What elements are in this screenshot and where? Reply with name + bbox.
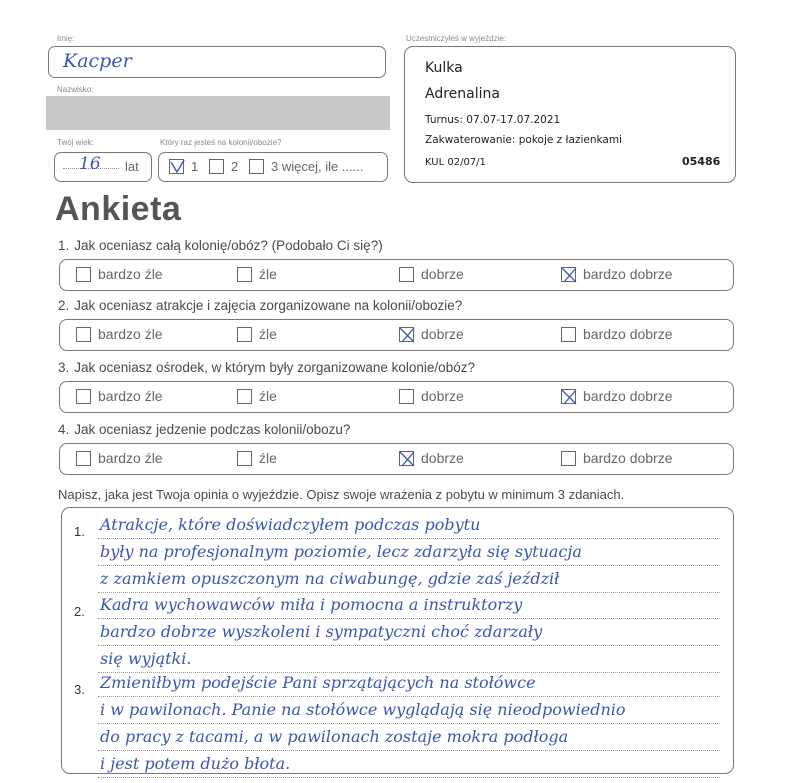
writing-line: [98, 618, 720, 619]
checkbox[interactable]: [237, 451, 252, 466]
trip-box: [404, 46, 736, 183]
rating-option-label: dobrze: [421, 326, 464, 342]
survey-title: Ankieta: [55, 190, 182, 228]
rating-option-label: bardzo źle: [98, 450, 163, 466]
rating-option[interactable]: [399, 326, 464, 342]
rating-option-label: źle: [259, 266, 277, 282]
trip-number: 05486: [682, 155, 721, 168]
writing-line: [98, 565, 720, 566]
trip-zakwaterowanie: Zakwaterowanie: pokoje z łazienkami: [425, 134, 622, 146]
checkbox[interactable]: [237, 389, 252, 404]
rating-option-label: dobrze: [421, 388, 464, 404]
handwritten-answer-line: się wyjątki.: [100, 649, 192, 668]
checkbox[interactable]: [169, 159, 184, 174]
handwritten-answer-line: były na profesjonalnym poziomie, lecz zdarzyła się sytuacja: [100, 542, 582, 561]
checkbox[interactable]: [399, 389, 414, 404]
rating-row: [59, 381, 734, 413]
times-field: [158, 152, 388, 182]
rating-option[interactable]: [76, 326, 163, 342]
checkbox[interactable]: [399, 267, 414, 282]
rating-row: [59, 259, 734, 291]
rating-option-label: dobrze: [421, 450, 464, 466]
checkbox[interactable]: [76, 451, 91, 466]
question-label: Jak oceniasz atrakcje i zajęcia zorganizowane na kolonii/obozie?: [74, 298, 463, 313]
opinion-prompt: Napisz, jaka jest Twoja opinia o wyjeździe. Opisz swoje wrażenia z pobytu w minimum 3 zdaniach.: [58, 487, 625, 502]
checkbox[interactable]: [249, 159, 264, 174]
name-label: Imię:: [57, 34, 75, 43]
question-number: 3.: [58, 360, 70, 375]
checkbox[interactable]: [561, 451, 576, 466]
checkbox[interactable]: [209, 159, 224, 174]
trip-turnus: Turnus: 07.07-17.07.2021: [425, 114, 561, 126]
handwritten-answer-line: bardzo dobrze wyszkoleni i sympatyczni choć zdarzały: [100, 622, 543, 641]
rating-option[interactable]: [561, 388, 673, 404]
rating-option[interactable]: [561, 326, 673, 342]
surname-redaction: [46, 96, 390, 130]
handwritten-answer-line: do pracy z tacami, a w pawilonach zostaje mokra podłoga: [100, 727, 569, 746]
age-label: Twój wiek:: [57, 138, 94, 147]
question-number: 4.: [58, 422, 70, 437]
writing-line: [98, 777, 720, 778]
rating-option[interactable]: [561, 266, 673, 282]
checkbox[interactable]: [237, 267, 252, 282]
age-value: 16: [79, 154, 101, 174]
rating-row: [59, 319, 734, 351]
rating-option[interactable]: [237, 266, 277, 282]
check-mark-icon: [559, 387, 579, 407]
age-field[interactable]: [54, 152, 152, 182]
question-number: 1.: [58, 238, 70, 253]
question-label: Jak oceniasz ośrodek, w którym były zorganizowane kolonie/obóz?: [74, 360, 475, 375]
rating-option[interactable]: [237, 450, 277, 466]
times-label: Który raz jesteś na kolonii/obozie?: [160, 138, 282, 147]
rating-option[interactable]: [76, 266, 163, 282]
question-text: [58, 238, 383, 253]
question-number: 2.: [58, 298, 70, 313]
checkbox[interactable]: [561, 389, 576, 404]
rating-option-label: bardzo źle: [98, 326, 163, 342]
rating-option-label: źle: [259, 326, 277, 342]
trip-code: KUL 02/07/1: [425, 157, 486, 168]
question-label: Jak oceniasz całą kolonię/obóz? (Podobało Ci się?): [74, 238, 383, 253]
checkbox[interactable]: [76, 267, 91, 282]
rating-option-label: bardzo źle: [98, 388, 163, 404]
age-unit: lat: [125, 159, 139, 174]
rating-option[interactable]: [399, 388, 464, 404]
surname-label: Nazwisko:: [57, 85, 94, 94]
checkbox[interactable]: [561, 327, 576, 342]
rating-option-label: źle: [259, 388, 277, 404]
checkbox[interactable]: [76, 327, 91, 342]
rating-option-label: dobrze: [421, 266, 464, 282]
checkbox[interactable]: [561, 267, 576, 282]
times-option-label: 2: [231, 159, 239, 174]
question-text: [58, 298, 462, 313]
times-option-label: 3 więcej, ile ......: [271, 159, 364, 174]
check-mark-icon: [397, 449, 417, 469]
writing-line: [98, 696, 720, 697]
check-mark-icon: [559, 265, 579, 285]
rating-option[interactable]: [76, 388, 163, 404]
checkbox[interactable]: [237, 327, 252, 342]
rating-option[interactable]: [76, 450, 163, 466]
checkbox[interactable]: [399, 451, 414, 466]
rating-option[interactable]: [561, 450, 673, 466]
writing-line: [98, 538, 720, 539]
rating-option-label: bardzo źle: [98, 266, 163, 282]
checkbox[interactable]: [399, 327, 414, 342]
writing-line: [98, 750, 720, 751]
answer-number: 1.: [74, 524, 85, 539]
rating-option[interactable]: [237, 388, 277, 404]
times-option-2[interactable]: [209, 159, 238, 174]
answer-number: 2.: [74, 604, 85, 619]
question-text: [58, 360, 475, 375]
name-field[interactable]: [48, 46, 386, 78]
times-option-1[interactable]: [169, 159, 198, 174]
rating-option-label: źle: [259, 450, 277, 466]
trip-label: Uczestniczyłeś w wyjeździe:: [406, 34, 507, 43]
rating-option[interactable]: [399, 266, 464, 282]
rating-row: [59, 443, 734, 475]
writing-line: [98, 723, 720, 724]
handwritten-answer-line: Zmieniłbym podejście Pani sprzątających na stołówce: [100, 673, 536, 692]
check-mark-icon: [167, 157, 187, 177]
rating-option-label: bardzo dobrze: [583, 266, 673, 282]
rating-option[interactable]: [237, 326, 277, 342]
check-mark-icon: [397, 325, 417, 345]
answer-number: 3.: [74, 682, 85, 697]
handwritten-answer-line: Kadra wychowawców miła i pomocna a instruktorzy: [100, 595, 523, 614]
name-value: Kacper: [63, 50, 132, 72]
rating-option[interactable]: [399, 450, 464, 466]
rating-option-label: bardzo dobrze: [583, 388, 673, 404]
trip-line1: Kulka: [425, 60, 463, 76]
times-option-3[interactable]: [249, 159, 363, 174]
writing-line: [98, 592, 720, 593]
handwritten-answer-line: Atrakcje, które doświadczyłem podczas pobytu: [100, 515, 481, 534]
checkbox[interactable]: [76, 389, 91, 404]
handwritten-answer-line: z zamkiem opuszczonym na ciwabungę, gdzie zaś jeździł: [100, 569, 560, 588]
question-text: [58, 422, 350, 437]
handwritten-answer-line: i jest potem dużo błota.: [100, 754, 291, 773]
trip-line2: Adrenalina: [425, 86, 500, 102]
writing-line: [98, 645, 720, 646]
question-label: Jak oceniasz jedzenie podczas kolonii/obozu?: [74, 422, 351, 437]
times-option-label: 1: [191, 159, 199, 174]
rating-option-label: bardzo dobrze: [583, 326, 673, 342]
rating-option-label: bardzo dobrze: [583, 450, 673, 466]
handwritten-answer-line: i w pawilonach. Panie na stołówce wyglądają się nieodpowiednio: [100, 700, 626, 719]
